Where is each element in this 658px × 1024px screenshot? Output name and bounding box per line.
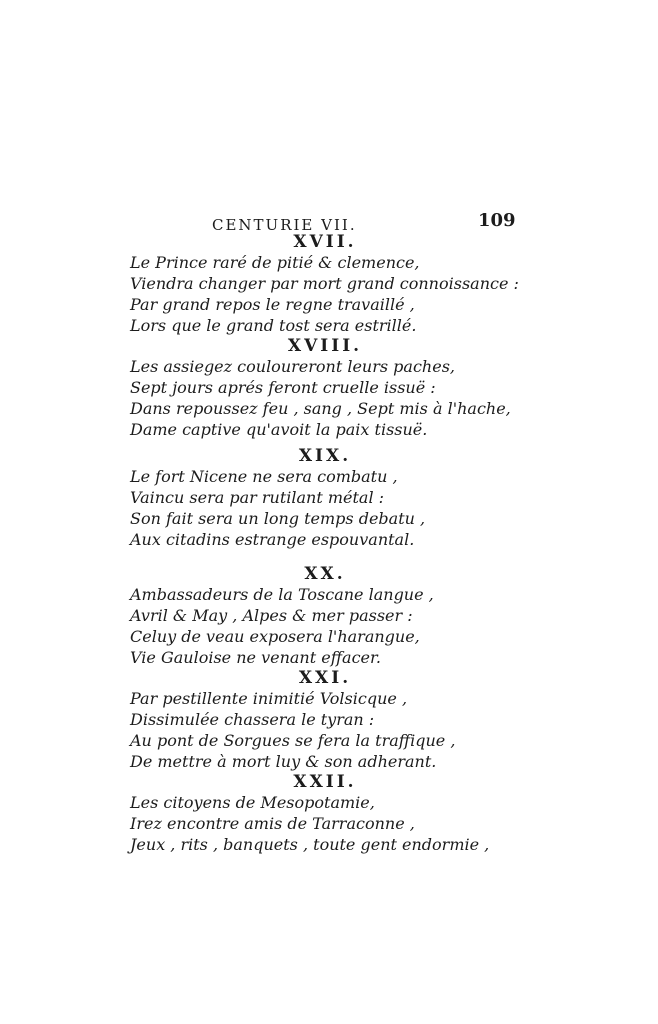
quatrain-number: XVIII. [287,336,363,356]
quatrain-19 [130,446,490,550]
spacer [130,550,490,564]
verse-line: De mettre à mort luy & son adherant. [130,752,437,771]
verse-line: Vaincu sera par rutilant métal : [130,488,385,507]
quatrain-18 [130,336,511,440]
verse-line: Ambassadeurs de la Toscane langue , [130,585,434,604]
verse-line: Aux citadins estrange espouvantal. [130,530,415,549]
verse-line: Son fait sera un long temps debatu , [130,509,426,528]
verse-line: Vie Gauloise ne venant effacer. [130,648,381,667]
verse-line: Viendra changer par mort grand connoissance : [130,274,519,293]
quatrain-number: XIX. [298,446,352,466]
quatrain-22 [130,772,490,855]
quatrain-number: XX. [304,564,346,584]
verse-line: Lors que le grand tost sera estrillé. [130,316,417,335]
verse-line: Dissimulée chassera le tyran : [130,710,375,729]
verse-line: Avril & May , Alpes & mer passer : [130,606,413,625]
verse-line: Sept jours aprés feront cruelle issuë : [130,378,436,397]
verse-line: Dame captive qu'avoit la paix tissuë. [130,420,428,439]
verse-line: Irez encontre amis de Tarraconne , [130,814,415,833]
verse-line: Les citoyens de Mesopotamie, [130,793,375,812]
verse-line: Dans repoussez feu , sang , Sept mis à l'hache, [130,399,511,418]
running-head: CENTURIE VII. [212,216,357,234]
verse-line: Les assiegez couloureront leurs paches, [130,357,455,376]
verse-line: Celuy de veau exposera l'harangue, [130,627,420,646]
quatrain-number: XXII. [293,772,357,792]
verse-line: Par grand repos le regne travaillé , [130,295,415,314]
verse-line: Le fort Nicene ne sera combatu , [130,467,398,486]
verse-line: Le Prince raré de pitié & clemence, [130,253,420,272]
quatrain-text-block [130,232,519,855]
quatrain-20 [130,564,490,668]
page-number: 109 [478,210,516,231]
quatrain-17 [130,232,519,336]
quatrain-21 [130,668,490,772]
verse-line: Jeux , rits , banquets , toute gent endormie , [130,835,490,854]
verse-line: Par pestillente inimitié Volsicque , [130,689,408,708]
verse-line: Au pont de Sorgues se fera la traffique , [130,731,456,750]
quatrain-number: XVII. [293,232,357,252]
quatrain-number: XXI. [298,668,352,688]
